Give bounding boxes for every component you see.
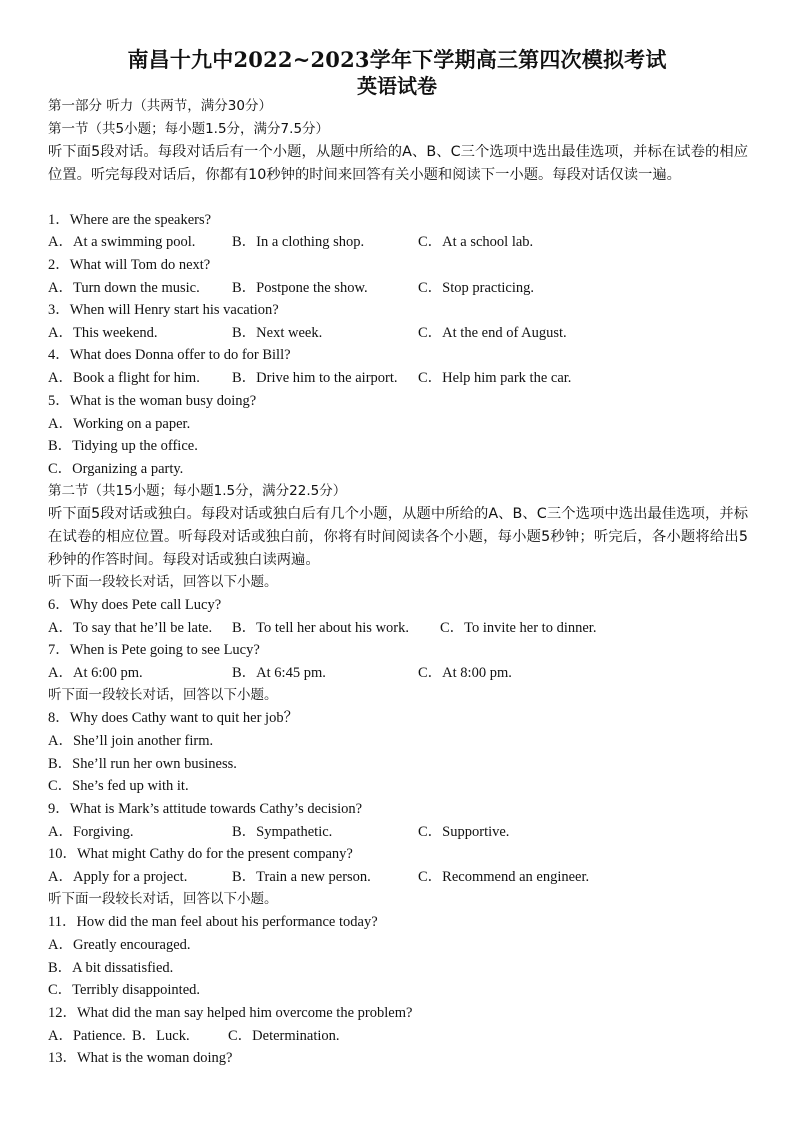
question-stem: 12．What did the man say helped him overcome the problem? bbox=[48, 1005, 413, 1021]
section1-heading: 第一节（共5小题；每小题1.5分，满分7.5分） bbox=[48, 121, 330, 137]
part-heading: 第一部分 听力（共两节，满分30分） bbox=[48, 98, 272, 114]
exam-subtitle: 英语试卷 bbox=[357, 74, 437, 98]
option-c: C．At a school lab. bbox=[418, 234, 534, 250]
question-stem: 4．What does Donna offer to do for Bill? bbox=[48, 347, 291, 363]
question-stem: 9．What is Mark’s attitude towards Cathy’s decision? bbox=[48, 801, 363, 817]
option-b: B．At 6:45 pm. bbox=[232, 665, 326, 681]
option-c: C．To invite her to dinner. bbox=[440, 620, 597, 636]
option-b: B．Sympathetic. bbox=[232, 824, 333, 840]
option-b: B．Train a new person. bbox=[232, 869, 371, 885]
section2-heading: 第二节（共15小题；每小题1.5分，满分22.5分） bbox=[48, 483, 347, 499]
option-b: B．Tidying up the office. bbox=[48, 438, 198, 454]
option-b: B．Luck. bbox=[132, 1028, 190, 1044]
option-a: A．At a swimming pool. bbox=[48, 234, 196, 250]
option-a: A．To say that he’ll be late. bbox=[48, 620, 213, 636]
exam-title: 南昌十九中2022~2023学年下学期高三第四次模拟考试 bbox=[127, 47, 667, 72]
question-stem: 2．What will Tom do next? bbox=[48, 257, 211, 273]
option-b: B．Next week. bbox=[232, 325, 323, 341]
question-stem: 11．How did the man feel about his performance today? bbox=[48, 914, 378, 930]
option-c: C．Stop practicing. bbox=[418, 280, 534, 296]
question-stem: 8．Why does Cathy want to quit her job？ bbox=[48, 710, 299, 726]
section2-instructions: 听下面5段对话或独白。每段对话或独白后有几个小题，从题中所给的A、B、C三个选项中选出最佳选项，并标在试卷的相应位置。听每段对话或独白前，你将有时间阅读各个小题，每小题5秒钟；听完后，各小题将给出5秒钟的作答时间。每段对话或独白读两遍。 bbox=[48, 506, 748, 568]
question-stem: 6．Why does Pete call Lucy? bbox=[48, 597, 222, 613]
option-a: A．Patience. bbox=[48, 1028, 126, 1044]
option-b: B．Drive him to the airport. bbox=[232, 370, 398, 386]
option-c: C．Organizing a party. bbox=[48, 461, 184, 477]
listen-instruction: 听下面一段较长对话，回答以下小题。 bbox=[48, 891, 278, 907]
question-stem: 7．When is Pete going to see Lucy? bbox=[48, 642, 260, 658]
option-c: C．She’s fed up with it. bbox=[48, 778, 189, 794]
option-c: C．At 8:00 pm. bbox=[418, 665, 512, 681]
option-a: A．Turn down the music. bbox=[48, 280, 200, 296]
option-b: B．A bit dissatisfied. bbox=[48, 960, 174, 976]
option-c: C．Determination. bbox=[228, 1028, 340, 1044]
listen-instruction: 听下面一段较长对话，回答以下小题。 bbox=[48, 687, 278, 703]
option-a: A．This weekend. bbox=[48, 325, 158, 341]
option-b: B．In a clothing shop. bbox=[232, 234, 365, 250]
option-c: C．Recommend an engineer. bbox=[418, 869, 590, 885]
option-b: B．She’ll run her own business. bbox=[48, 756, 237, 772]
question-stem: 5．What is the woman busy doing? bbox=[48, 393, 257, 409]
option-a: A．Book a flight for him. bbox=[48, 370, 200, 386]
question-stem: 10．What might Cathy do for the present company? bbox=[48, 846, 353, 862]
option-a: A．Forgiving. bbox=[48, 824, 134, 840]
option-c: C．Terribly disappointed. bbox=[48, 982, 201, 998]
option-a: A．She’ll join another firm. bbox=[48, 733, 214, 749]
option-c: C．Supportive. bbox=[418, 824, 510, 840]
option-a: A．Working on a paper. bbox=[48, 416, 191, 432]
option-a: A．Greatly encouraged. bbox=[48, 937, 191, 953]
option-b: B．Postpone the show. bbox=[232, 280, 368, 296]
section1-instructions: 听下面5段对话。每段对话后有一个小题，从题中所给的A、B、C三个选项中选出最佳选项，并标在试卷的相应位置。听完每段对话后，你都有10秒钟的时间来回答有关小题和阅读下一小题。每段对话仅读一遍。 bbox=[48, 144, 748, 183]
option-a: A．At 6:00 pm. bbox=[48, 665, 143, 681]
option-b: B．To tell her about his work. bbox=[232, 620, 409, 636]
option-c: C．At the end of August. bbox=[418, 325, 567, 341]
option-a: A．Apply for a project. bbox=[48, 869, 188, 885]
question-stem: 3．When will Henry start his vacation? bbox=[48, 302, 279, 318]
option-c: C．Help him park the car. bbox=[418, 370, 572, 386]
question-stem: 1．Where are the speakers? bbox=[48, 212, 212, 228]
listen-instruction: 听下面一段较长对话，回答以下小题。 bbox=[48, 574, 278, 590]
question-stem: 13．What is the woman doing? bbox=[48, 1050, 233, 1066]
